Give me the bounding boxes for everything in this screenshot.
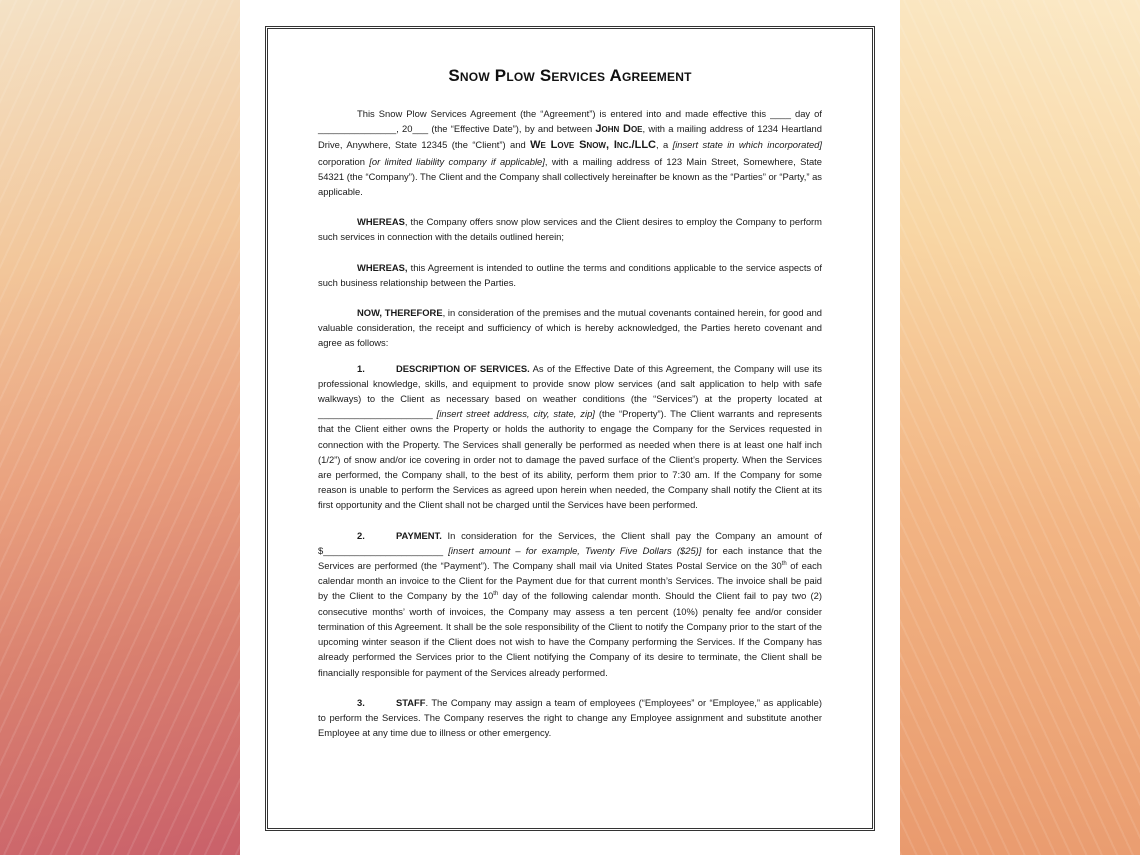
section-2-superscript-1: th [781,560,787,567]
whereas-paragraph-2 [318,260,822,290]
intro-paragraph [318,106,822,199]
intro-text-2: , with a mailing address of 1234 Heartland Drive, Anywhere, State 12345 (the “Client”) and [318,123,822,151]
section-1-heading: DESCRIPTION OF SERVICES. [396,362,530,374]
now-therefore-paragraph [318,305,822,351]
document-title: Snow Plow Services Agreement [448,66,692,85]
section-2-text-3: of each calendar month an invoice to the Client for the Payment due for that current month’s Services. The invoice shall be paid by the Client to the Company by the 10 [318,560,822,602]
section-2-placeholder: [insert amount – for example, Twenty Five Dollars ($25)] [448,544,702,556]
section-1-text-2: (the “Property”). The Client warrants and represents that the Client either owns the Property or holds the authority to engage the Company for the Services requested in connection with the Property. The Services shall generally be performed as needed when there is at least one half inch (1/2”) of snow and/or ice covering in order not to damage the paved surface of the Client’s property. When the Services are performed, the Company shall, to the best of its ability, perform them prior to 7:30 am. If the Company for some reason is unable to perform the Services as agreed upon herein when needed, the Company shall notify the Client at its first opportunity and the Client shall not be charged until the Services have been performed. [318,408,822,511]
section-3-text: . The Company may assign a team of employees (“Employees” or “Employee,” as applicable) to perform the Services. The Company reserves the right to change any Employee assignment and substitute another Employee at any time due to illness or other emergency. [318,696,822,739]
section-2-superscript-2: th [493,591,499,598]
whereas-text-1: , the Company offers snow plow services and the Client desires to employ the Company to perform such services in connection with the details outlined herein; [318,216,822,243]
whereas-text-2: this Agreement is intended to outline the terms and conditions applicable to the service aspects of such business relationship between the Parties. [318,261,822,288]
section-3-heading: STAFF [396,696,426,708]
intro-placeholder-llc: [or limited liability company if applicable] [369,155,545,167]
intro-text-3: , a [655,139,673,151]
section-3-number: 3. [357,696,365,708]
section-2-text-2: for each instance that the Services are performed (the “Payment”). The Company shall mail via United States Postal Service on the 30 [318,544,822,572]
whereas-paragraph-1 [318,214,822,244]
section-1-text-1: As of the Effective Date of this Agreement, the Company will use its professional knowledge, skills, and equipment to provide snow plow services (and salt application to help with safe walkways) to the Client as necessary based on weather conditions (the “Services”) at the property located at ______________________ [318,362,822,420]
section-2-text-1: In consideration for the Services, the Client shall pay the Company an amount of $_______________________ [318,529,822,556]
section-2-heading: PAYMENT. [396,529,442,541]
background-right [900,0,1140,855]
background-left [0,0,240,855]
document-body [318,62,822,740]
whereas-lead-2: WHEREAS, [357,261,408,273]
now-therefore-lead: NOW, THEREFORE [357,307,443,319]
company-name: We Love Snow, Inc./LLC [530,139,656,152]
intro-text-4: corporation [318,155,370,167]
section-1 [318,361,822,513]
document-page [240,0,900,855]
intro-text-1: This Snow Plow Services Agreement (the “Agreement”) is entered into and made effective this ____ day of _______________, 20___ (the “Effective Date”), by and between [318,108,822,135]
now-therefore-text: , in consideration of the premises and the mutual covenants contained herein, for good and valuable consideration, the receipt and sufficiency of which is hereby acknowledged, the Parties hereto covenant and agree as follows: [318,307,823,349]
intro-placeholder-state: [insert state in which incorporated] [672,139,822,151]
section-1-placeholder: [insert street address, city, state, zip] [436,408,595,420]
client-name: John Doe [595,123,643,136]
section-2-text-4: day of the following calendar month. Should the Client fail to pay two (2) consecutive months’ worth of invoices, the Company may assess a ten percent (10%) penalty fee and/or consider termination of this Agreement. It shall be the sole responsibility of the Client to notify the Company prior to the start of the upcoming winter season if the Client does not wish to have the Company performing the Services. If the Company has already performed the Services prior to the Client notifying the Company of its desire to terminate, the Client shall be financially responsible for payment of the Services already performed. [318,590,822,678]
intro-text-5: , with a mailing address of 123 Main Street, Somewhere, State 54321 (the “Company”). The Client and the Company shall collectively hereinafter be known as the “Parties” or “Party,” as applicable. [318,155,822,198]
section-3 [318,695,822,741]
whereas-lead-1: WHEREAS [357,216,405,228]
section-1-number: 1. [357,362,365,374]
section-2 [318,528,822,680]
section-2-number: 2. [357,529,365,541]
